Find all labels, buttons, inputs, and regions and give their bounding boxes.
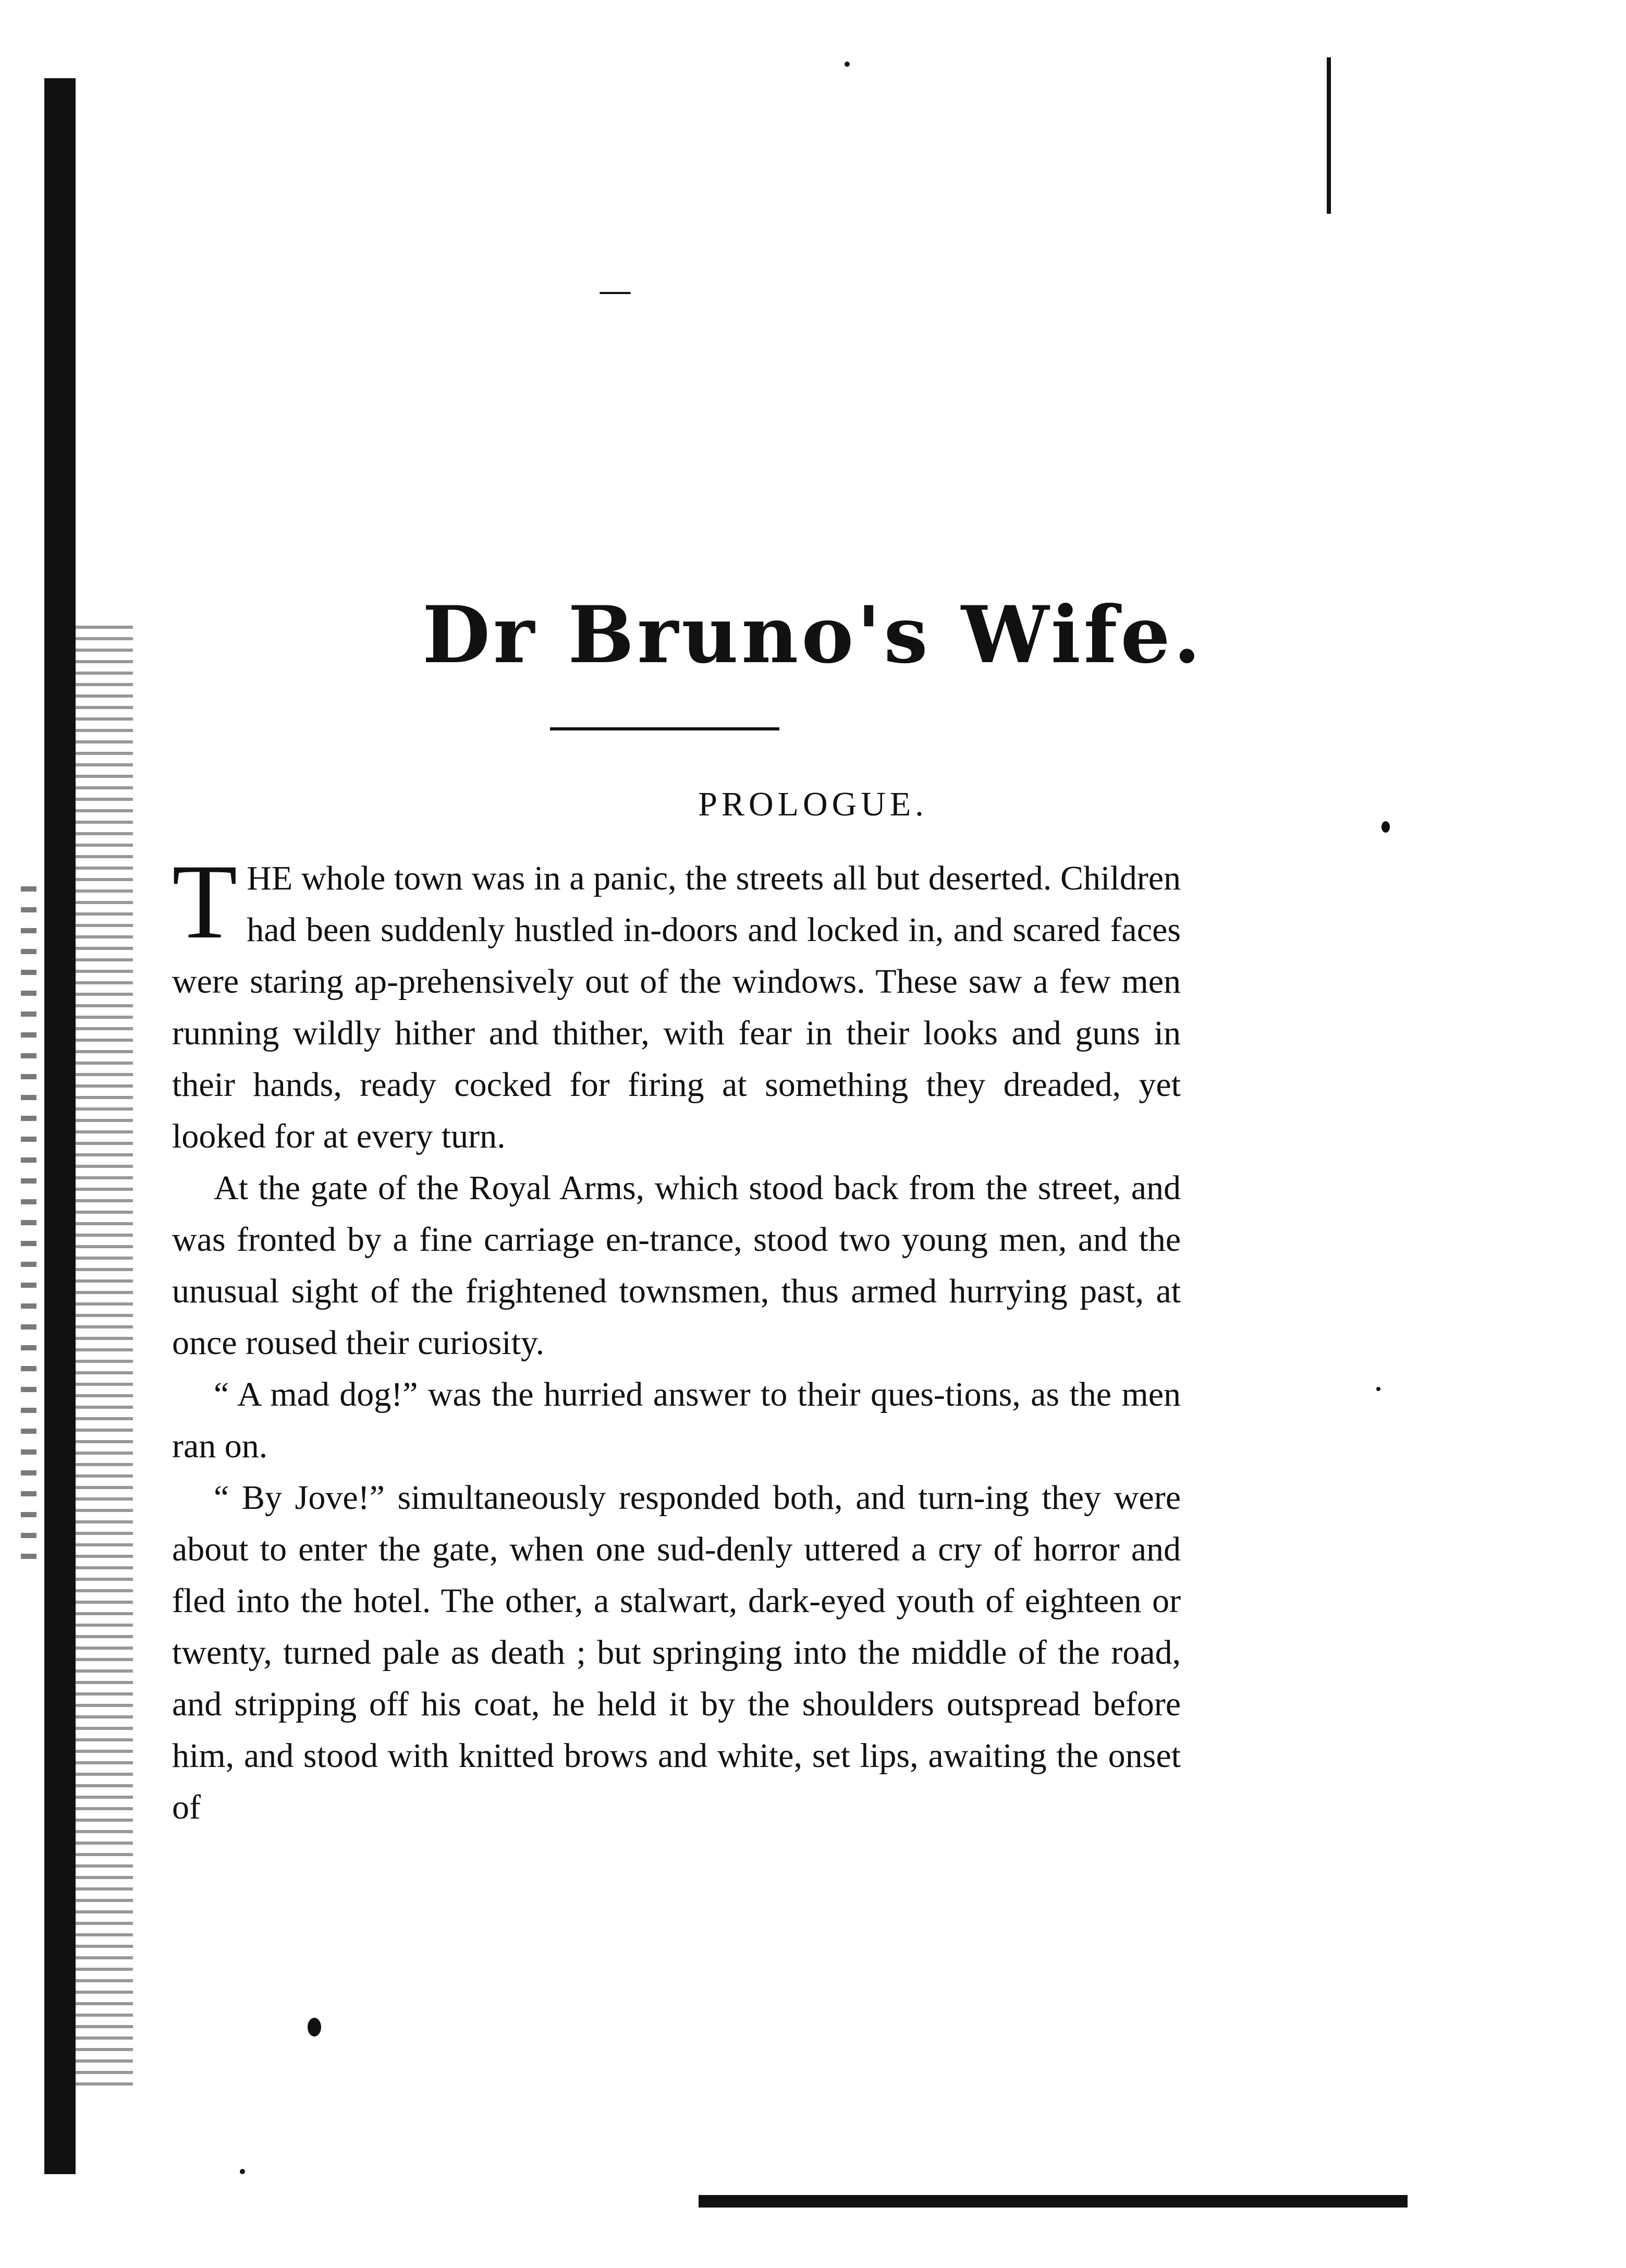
paragraph-text: HE whole town was in a panic, the streets all but deserted. Children had been suddenly hustled in-doors and locked in, and scared faces were staring ap-prehensively out of the windows. These saw a few men running wildly hither and thither, with fear in their looks and guns in their hands, ready cocked for firing at something they dreaded, yet looked for at every turn. (172, 859, 1181, 1155)
paragraph: At the gate of the Royal Arms, which stood back from the street, and was fronted by a fine carriage en-trance, stood two young men, and the unusual sight of the frightened townsmen, thus armed hurrying past, at once roused their curiosity. (172, 1169, 1181, 1362)
paragraph: “ By Jove!” simultaneously responded both, and turn-ing they were about to enter the gate, when one sud-denly uttered a cry of horror and fled into the hotel. The other, a stalwart, dark-eyed youth of eighteen or twenty, turned pale as death ; but springing into the middle of the road, and stripping off his coat, he held it by the shoulders outspread before him, and stood with knitted brows and white, set lips, awaiting the onset of (172, 1479, 1181, 1826)
scan-speck (600, 292, 631, 294)
paragraph (172, 843, 1181, 1162)
chapter-heading: PROLOGUE. (698, 785, 928, 823)
scan-speck (240, 2169, 245, 2174)
title-rule (550, 727, 779, 730)
scan-speck (1376, 1387, 1380, 1391)
scan-speck (308, 2018, 321, 2037)
scan-binding-noise (76, 626, 133, 2086)
paragraph: “ A mad dog!” was the hurried answer to their ques-tions, as the men ran on. (172, 1375, 1181, 1465)
scan-binding-edge (44, 78, 76, 2174)
prologue-text (172, 843, 1181, 1833)
drop-cap: T (172, 843, 238, 961)
scan-bottom-rule (699, 2195, 1408, 2208)
scan-margin-line (1327, 57, 1331, 214)
book-title: Dr Bruno's Wife. (422, 589, 1204, 681)
scan-speck (845, 62, 850, 67)
scan-edge-noise (21, 886, 36, 1564)
